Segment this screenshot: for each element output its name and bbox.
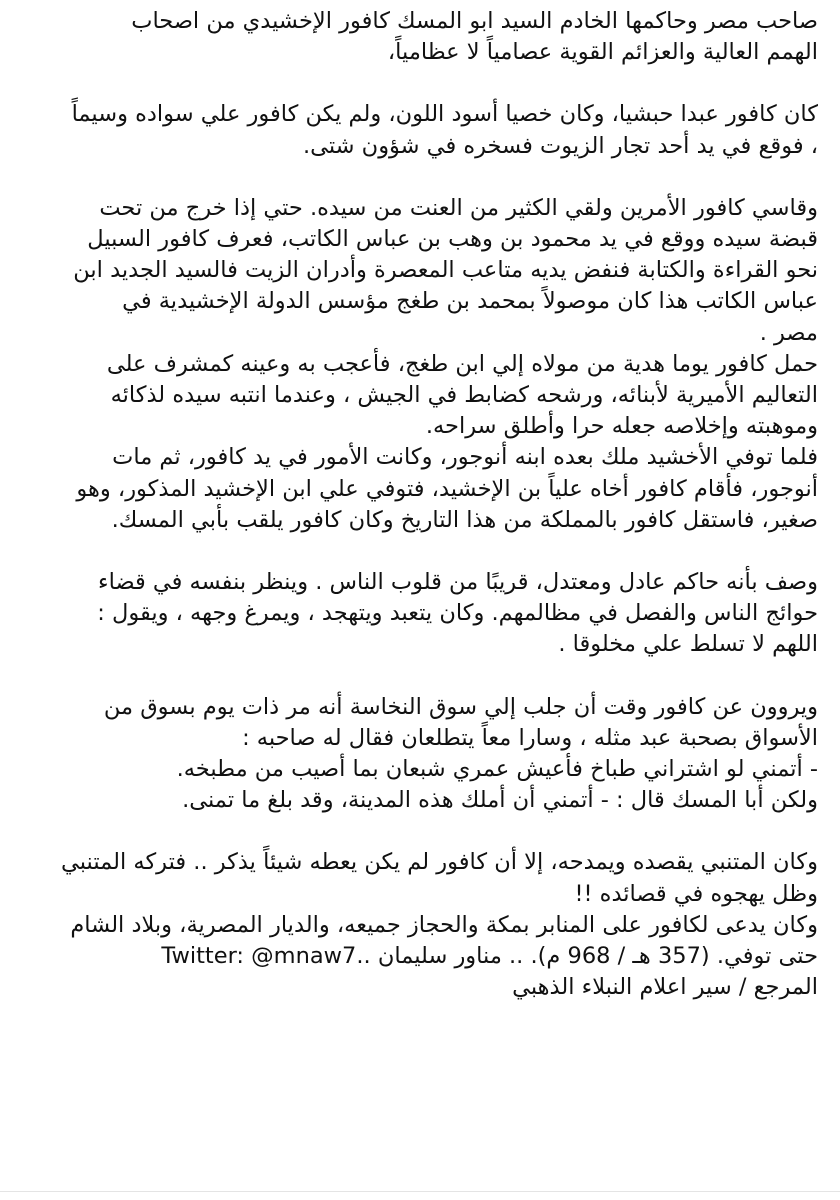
- paragraph-gap: [22, 68, 818, 99]
- paragraph-gap: [22, 661, 818, 692]
- bottom-divider: [0, 1191, 840, 1192]
- paragraph-mutanabbi: وكان المتنبي يقصده ويمدحه، إلا أن كافور لم يكن يعطه شيئاً يذكر .. فتركه المتنبي وظل يهجوه في قصائده !! وكان يدعى لكافور على المنابر بمكة والحجاز جميعه، والديار المصرية، وبلاد الشام حتى توفي. (357 هـ / 968 م). .. مناور سليمان ..Twitter: @mnaw7 المرجع / سير اعلام النبلاء الذهبي: [61, 849, 818, 1001]
- paragraph-gap: [22, 816, 818, 847]
- paragraph-origin: كان كافور عبدا حبشيا، وكان خصيا أسود اللون، ولم يكن كافور علي سواده وسيماً ، فوقع في يد أحد تجار الزيوت فسخره في شؤون شتى.: [71, 101, 818, 159]
- paragraph-gap: [22, 162, 818, 193]
- paragraph-intro: صاحب مصر وحاكمها الخادم السيد ابو المسك كافور الإخشيدي من اصحاب الهمم العالية والعزائم القوية عصامياً لا عظامياً،: [131, 8, 818, 66]
- paragraph-anecdote: ويروون عن كافور وقت أن جلب إلي سوق النخاسة أنه مر ذات يوم بسوق من الأسواق بصحبة عبد مثله ، وسارا معاً يتطلعان فقال له صاحبه : - أتمني لو اشتراني طباخ فأعيش عمري شبعان بما أصيب من مطبخه. ولكن أبا المسك قال : - أتمني أن أملك هذه المدينة، وقد بلغ ما تمنى.: [103, 693, 818, 814]
- paragraph-character: وصف بأنه حاكم عادل ومعتدل، قريبًا من قلوب الناس . وينظر بنفسه في قضاء حوائج الناس والفصل في مظالمهم. وكان يتعبد ويتهجد ، ويمرغ وجهه ، ويقول : اللهم لا تسلط علي مخلوقا .: [97, 569, 818, 658]
- paragraph-gap: [22, 536, 818, 567]
- paragraph-rise: وقاسي كافور الأمرين ولقي الكثير من العنت من سيده. حتي إذا خرج من تحت قبضة سيده ووقع في يد محمود بن وهب بن عباس الكاتب، فعرف كافور السبيل نحو القراءة والكتابة فنفض يديه متاعب المعصرة وأدران الزيت فالسيد الجديد ابن عباس الكاتب هذا كان موصولاً بمحمد بن طغج مؤسس الدولة الإخشيدية في مصر . حمل كافور يوما هدية من مولاه إلي ابن طغج، فأعجب به وعينه كمشرف على التعاليم الأميرية لأبنائه، ورشحه كضابط في الجيش ، وعندما انتبه سيده لذكائه وموهبته وإخلاصه جعله حرا وأطلق سراحه. فلما توفي الأخشيد ملك بعده ابنه أنوجور، وكانت الأمور في يد كافور، ثم مات أنوجور، فأقام كافور أخاه علياً بن الإخشيد، فتوفي علي ابن الإخشيد المذكور، وهو صغير، فاستقل كافور بالمملكة من هذا التاريخ وكان كافور يلقب بأبي المسك.: [73, 194, 818, 533]
